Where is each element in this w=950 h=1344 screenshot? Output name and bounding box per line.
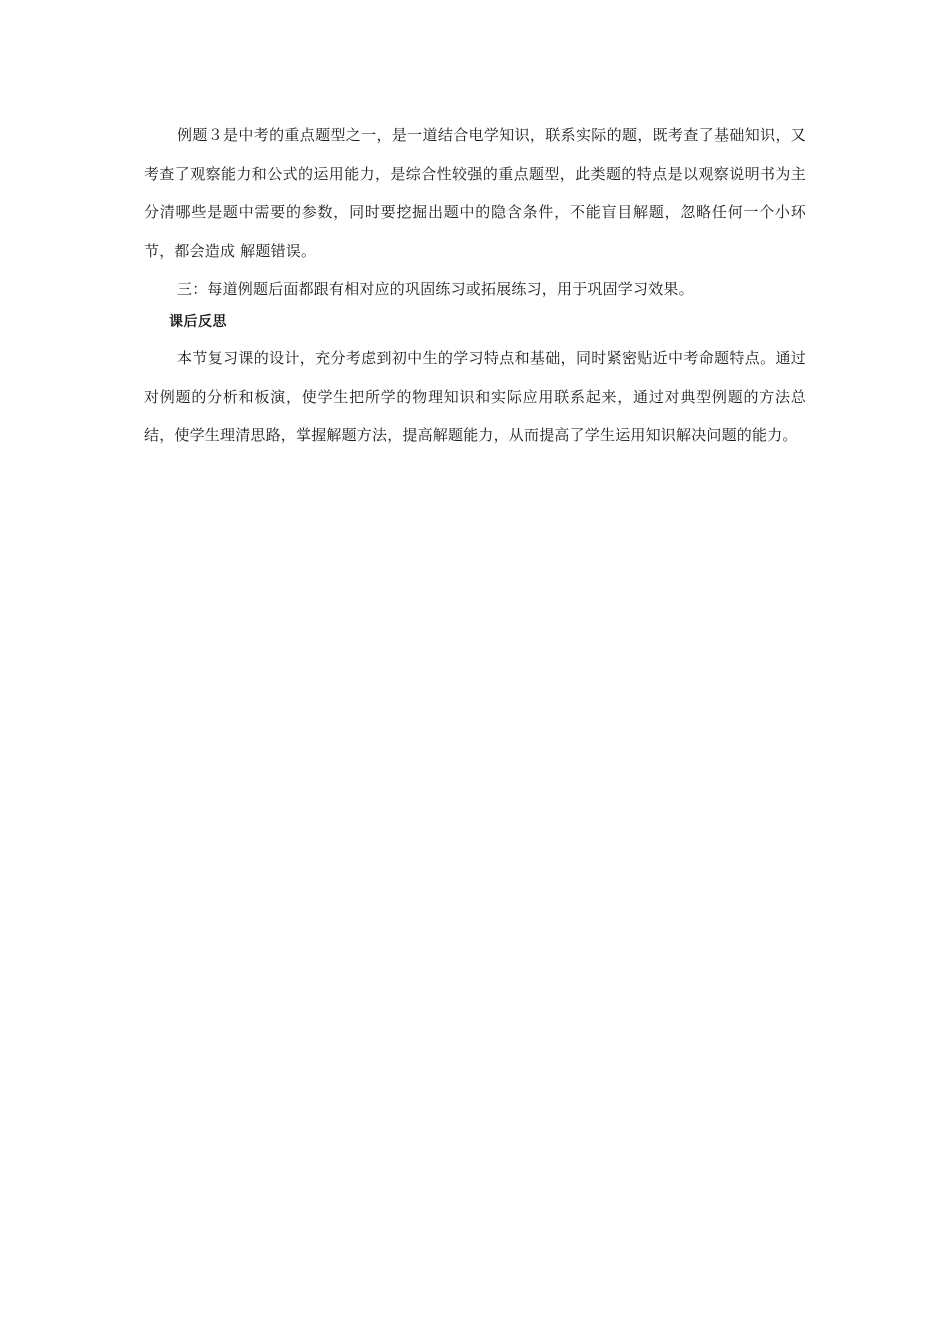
paragraph-example-3: 例题３是中考的重点题型之一，是一道结合电学知识，联系实际的题，既考查了基础知识，又考查了观察能力和公式的运用能力，是综合性较强的重点题型，此类题的特点是以观察说明书为主分清哪些是题中需要的参数，同时要挖掘出题中的隐含条件，不能盲目解题，忽略任何一个小环节，都会造成 解题错误。 [144, 126, 806, 260]
paragraph-point-3: 三：每道例题后面都跟有相对应的巩固练习或拓展练习，用于巩固学习效果。 [177, 280, 694, 298]
section-heading-reflection: 课后反思 [169, 314, 227, 330]
paragraph-reflection: 本节复习课的设计，充分考虑到初中生的学习特点和基础，同时紧密贴近中考命题特点。通过对例题的分析和板演，使学生把所学的物理知识和实际应用联系起来，通过对典型例题的方法总结，使学生理清思路，掌握解题方法，提高解题能力，从而提高了学生运用知识解决问题的能力。 [144, 349, 806, 444]
document-body [144, 116, 806, 455]
